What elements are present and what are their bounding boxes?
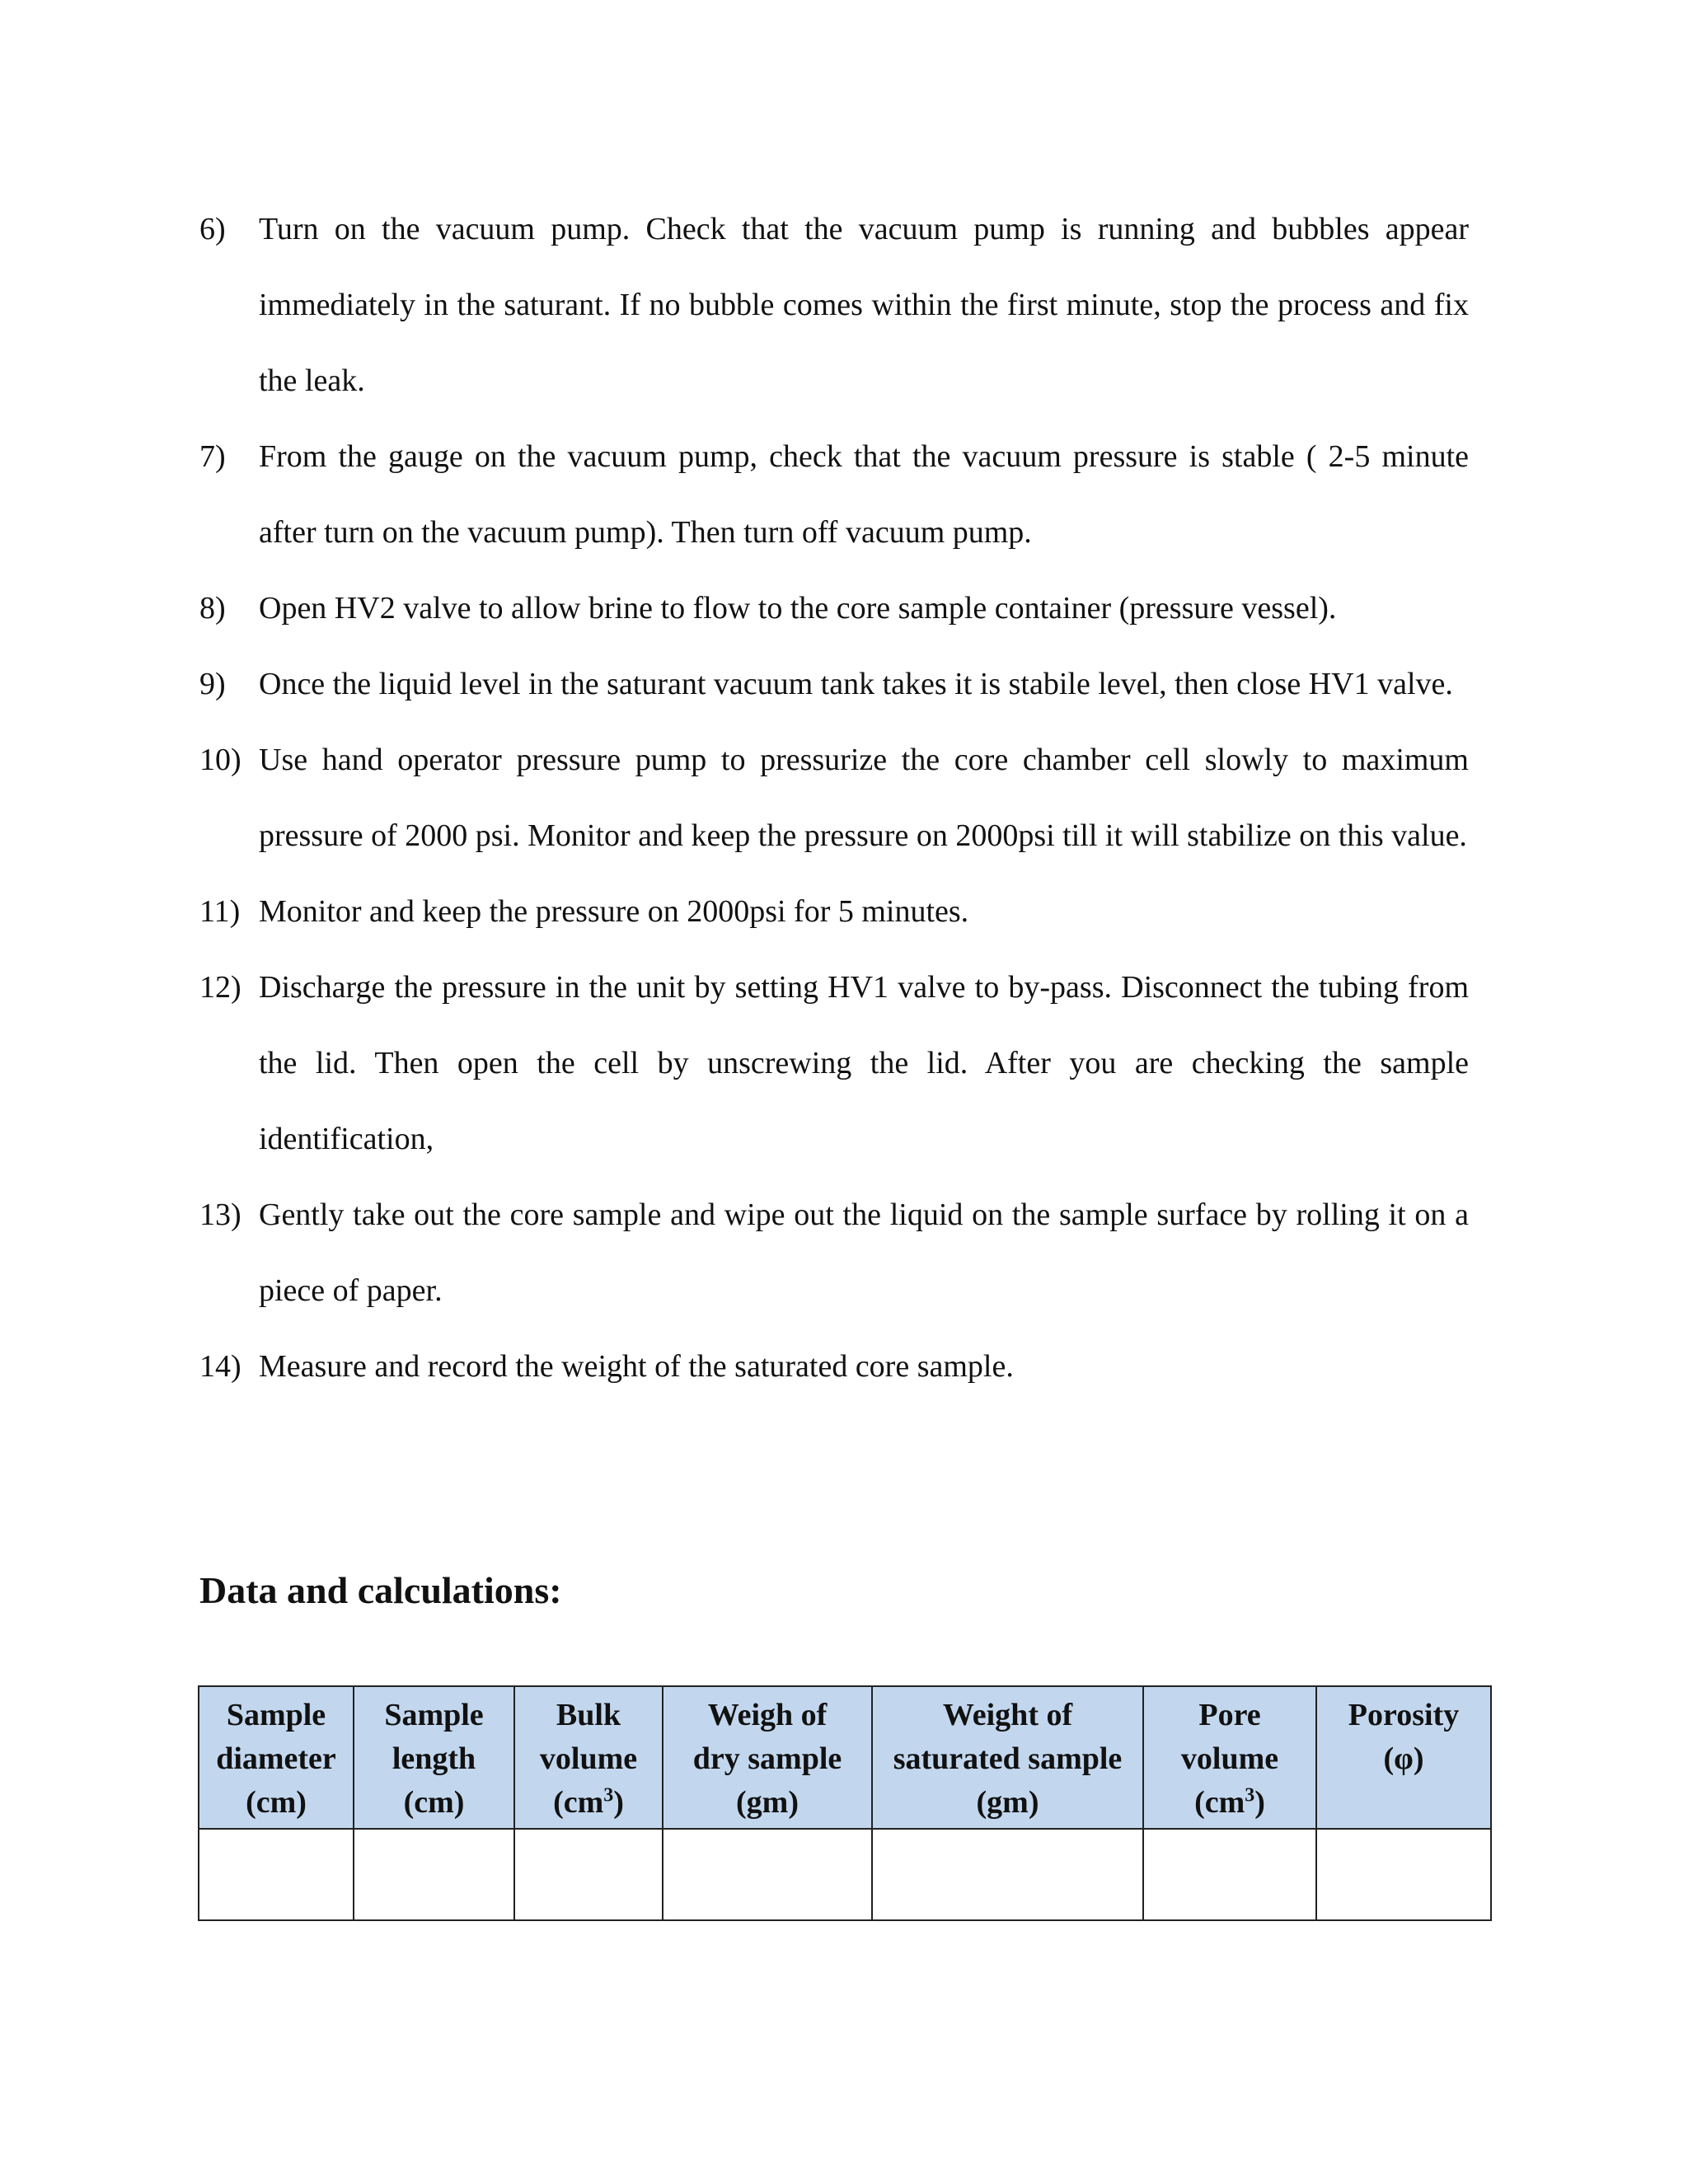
procedure-step-12 (199, 949, 1469, 1177)
cell-pore-volume[interactable] (1143, 1829, 1316, 1920)
procedure-step-6 (199, 191, 1469, 419)
cell-weight-dry-sample[interactable] (663, 1829, 872, 1920)
procedure-step-11 (199, 874, 1469, 949)
step-text: Open HV2 valve to allow brine to flow to the core sample container (pressure vessel). (259, 591, 1337, 626)
step-number: 7) (199, 439, 226, 474)
step-text: Measure and record the weight of the saturated core sample. (259, 1349, 1014, 1384)
header-porosity: Porosity (φ) (1316, 1686, 1491, 1829)
section-heading: Data and calculations: (199, 1569, 562, 1611)
step-number: 12) (199, 970, 241, 1005)
step-number: 13) (199, 1197, 241, 1232)
step-number: 6) (199, 212, 226, 246)
cell-porosity[interactable] (1316, 1829, 1491, 1920)
data-table (198, 1685, 1492, 1921)
cell-sample-diameter[interactable] (199, 1829, 354, 1920)
table-row (199, 1829, 1491, 1920)
step-number: 14) (199, 1349, 241, 1384)
procedure-step-7 (199, 419, 1469, 570)
header-sample-length: Sample length (cm) (354, 1686, 514, 1829)
procedure-step-9 (199, 646, 1469, 722)
procedure-step-10 (199, 722, 1469, 874)
step-number: 11) (199, 894, 241, 929)
cell-weight-saturated-sample[interactable] (872, 1829, 1143, 1920)
step-text: Gently take out the core sample and wipe out the liquid on the sample surface by rolling it on a piece of paper. (259, 1197, 1469, 1308)
step-number: 10) (199, 743, 241, 777)
header-weight-dry-sample: Weigh of dry sample (gm) (663, 1686, 872, 1829)
step-text: Use hand operator pressure pump to pressurize the core chamber cell slowly to maximum pressure of 2000 psi. Monitor and keep the pressure on 2000psi till it will stabilize on this value. (259, 743, 1469, 853)
step-text: From the gauge on the vacuum pump, check that the vacuum pressure is stable ( 2-5 minute after turn on the vacuum pump). Then turn off vacuum pump. (259, 439, 1469, 550)
step-text: Discharge the pressure in the unit by setting HV1 valve to by-pass. Disconnect the tubing from the lid. Then open the cell by unscrewing the lid. After you are checking the sample identification, (259, 970, 1469, 1156)
procedure-step-8 (199, 570, 1469, 646)
header-pore-volume: Pore volume $(cm^3)$ (1143, 1686, 1316, 1829)
step-number: 9) (199, 667, 226, 701)
header-weight-saturated-sample: Weight of saturated sample (gm) (872, 1686, 1143, 1829)
step-text: Once the liquid level in the saturant vacuum tank takes it is stabile level, then close HV1 valve. (259, 667, 1453, 701)
header-bulk-volume: Bulk volume $(cm^3)$ (514, 1686, 663, 1829)
procedure-step-13 (199, 1177, 1469, 1329)
cell-bulk-volume[interactable] (514, 1829, 663, 1920)
step-text: Monitor and keep the pressure on 2000psi for 5 minutes. (259, 894, 969, 929)
step-number: 8) (199, 591, 226, 626)
header-sample-diameter: Sample diameter (cm) (199, 1686, 354, 1829)
step-text: Turn on the vacuum pump. Check that the vacuum pump is running and bubbles appear immediately in the saturant. If no bubble comes within the first minute, stop the process and fix the leak. (259, 212, 1469, 398)
procedure-step-14 (199, 1329, 1469, 1404)
cell-sample-length[interactable] (354, 1829, 514, 1920)
table-header-row (199, 1686, 1491, 1829)
procedure-steps (199, 191, 1469, 1404)
